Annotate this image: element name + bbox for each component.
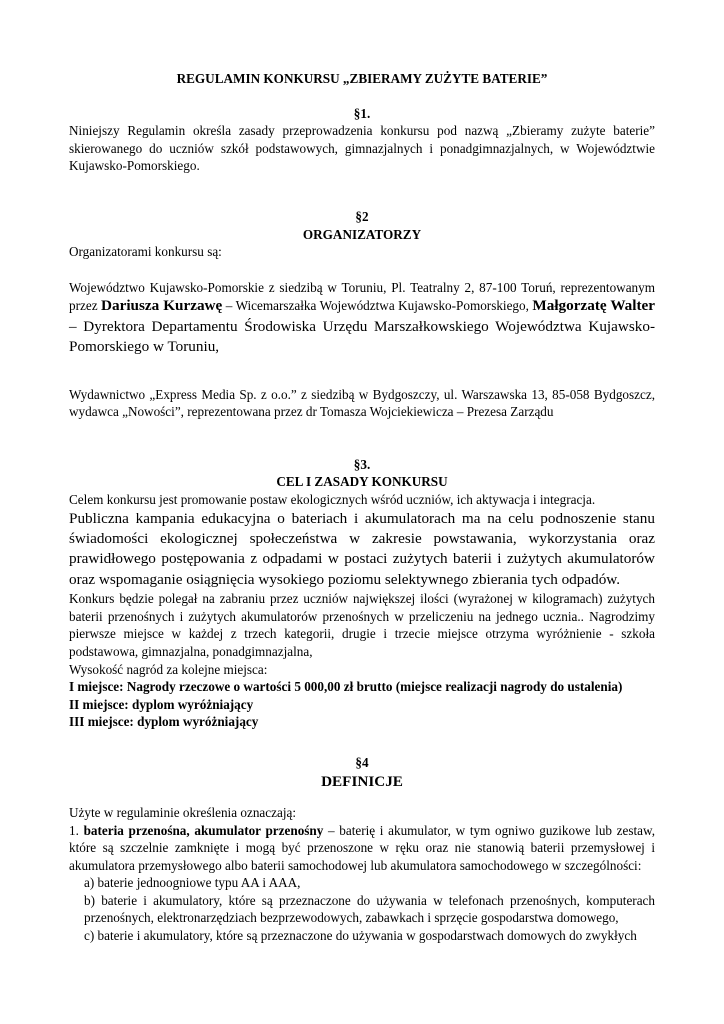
section-1-heading: §1. (353, 105, 371, 121)
section-4-heading: §4 (355, 754, 369, 770)
definition-1-term: bateria przenośna, akumulator przenośny (83, 822, 324, 838)
section-3-subheading: CEL I ZASADY KONKURSU (276, 474, 448, 490)
organizer-1-text-b: – Wicemarszałka Województwa Kujawsko-Pomorskiego, (222, 298, 533, 314)
organizer-1-text-a: Województwo Kujawsko-Pomorskie z siedzibą w Toruniu, Pl. Teatralny 2, 87-100 Toruń, reprezentowanym przez (69, 279, 655, 314)
section-2-intro: Organizatorami konkursu są: (69, 244, 222, 260)
section-3-paragraph-3: Konkurs będzie polegał na zabraniu przez uczniów największej ilości (wyrażonej w kilogramach) zużytych baterii przenośnych i zużytych akumulatorów przenośnych w przeliczeniu na jednego ucznia.. Nagrodzimy pierwsze miejsce w każdej z trzech kategorii, drugie i trzecie miejsce otrzyma wyróżnienie - szkoła podstawowa, gimnazjalna, ponadgimnazjalna, (69, 591, 655, 659)
section-3-heading: §3. (353, 456, 371, 472)
section-3-paragraph-2: Publiczna kampania edukacyjna o bateriach i akumulatorach ma na celu podnoszenie stanu świadomości ekologicznej społeczeństwa w zakresie powstawania, wykorzystania oraz prawidłowego postępowania z odpadami w postaci zużytych baterii i zużytych akumulatorów oraz wspomaganie osiągnięcia wysokiego poziomu selektywnego zbierania tych odpadów. (69, 509, 655, 588)
section-4-intro: Użyte w regulaminie określenia oznaczają: (69, 804, 297, 820)
definition-1-item-b: b) baterie i akumulatory, które są przeznaczone do używania w telefonach przenośnych, komputerach przenośnych, elektronarzędziach bezprzewodowych, zabawkach i sprzęcie gospodarstwa domowego, (84, 892, 655, 926)
definition-1 (69, 822, 655, 875)
definition-1-item-a: a) baterie jednoogniowe typu AA i AAA, (84, 875, 301, 891)
section-1-text: Niniejszy Regulamin określa zasady przeprowadzenia konkursu pod nazwą „Zbieramy zużyte baterie” skierowanego do uczniów szkół podstawowych, gimnazjalnych i ponadgimnazjalnych, w Województwie Kujawsko-Pomorskiego. (69, 123, 655, 174)
definition-1-item-c: c) baterie i akumulatory, które są przeznaczone do używania w gospodarstwach domowych do zwykłych (84, 928, 637, 944)
document-title: REGULAMIN KONKURSU „ZBIERAMY ZUŻYTE BATERIE” (176, 71, 548, 86)
prize-3: III miejsce: dyplom wyróżniający (69, 714, 259, 730)
organizer-1-person-1: Dariusza Kurzawę (101, 297, 223, 315)
definition-1-text: – baterię i akumulator, w tym ogniwo guzikowe lub zestaw, które są szczelnie zamknięte i mogą być przenoszone w ręku oraz nie stanowią baterii przemysłowej i akumulatora przemysłowego albo baterii samochodowej lub akumulatora samochodowego w szczególności: (69, 822, 655, 873)
definition-1-number: 1. (69, 822, 84, 838)
section-2-heading: §2 (355, 208, 369, 224)
section-4-subheading: DEFINICJE (321, 772, 403, 790)
organizer-1-person-2: Małgorzatę Walter (532, 297, 656, 315)
document-content (69, 70, 655, 945)
section-3-paragraph-4: Wysokość nagród za kolejne miejsca: (69, 661, 268, 677)
organizer-1 (69, 279, 655, 358)
section-3-paragraph-1: Celem konkursu jest promowanie postaw ekologicznych wśród uczniów, ich aktywacja i integracja. (69, 491, 596, 507)
prize-1: I miejsce: Nagrody rzeczowe o wartości 5 000,00 zł brutto (miejsce realizacji nagrody do ustalenia) (69, 679, 623, 695)
prize-2: II miejsce: dyplom wyróżniający (69, 696, 254, 712)
section-2-subheading: ORGANIZATORZY (302, 226, 422, 242)
organizer-1-text-c: – Dyrektora Departamentu Środowiska Urzędu Marszałkowskiego Województwa Kujawsko-Pomorskiego w Toruniu, (69, 317, 655, 356)
organizer-2: Wydawnictwo „Express Media Sp. z o.o.” z siedzibą w Bydgoszczy, ul. Warszawska 13, 85-058 Bydgoszcz, wydawca „Nowości”, reprezentowana przez dr Tomasza Wojciekiewicza – Prezesa Zarządu (69, 386, 655, 420)
